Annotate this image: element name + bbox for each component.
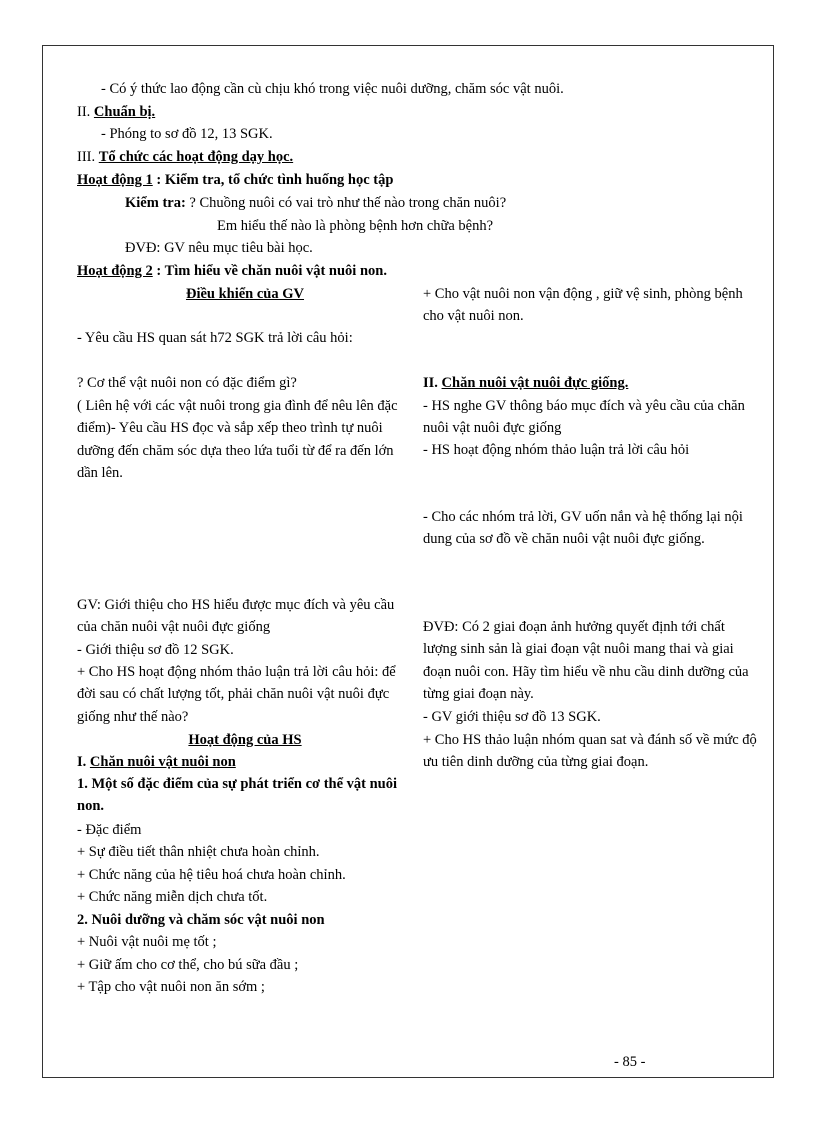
activity-2-heading bbox=[77, 260, 387, 282]
characteristic-1: + Sự điều tiết thân nhiệt chưa hoàn chỉnh. bbox=[77, 844, 320, 860]
section-i-number: I. bbox=[77, 754, 87, 770]
section-i-heading bbox=[77, 751, 236, 773]
student-group-work: - HS hoạt động nhóm thảo luận trả lời câu hỏi bbox=[423, 442, 690, 458]
section-i-title: Chăn nuôi vật nuôi non bbox=[89, 754, 236, 770]
teacher-instruction-1: - Yêu cầu HS quan sát h72 SGK trả lời câu hỏi: bbox=[77, 330, 353, 346]
teacher-diagram-13: - GV giới thiệu sơ đồ 13 SGK. bbox=[423, 709, 601, 725]
section-iii-number: III. bbox=[77, 149, 96, 165]
care-item-1: + Nuôi vật nuôi mẹ tốt ; bbox=[77, 934, 217, 950]
section-iii-heading bbox=[77, 146, 293, 168]
teacher-instruction-2: ( Liên hệ với các vật nuôi trong gia đình để nêu lên đặc điểm)- Yêu cầu HS đọc và sắp xếp theo trình tự nuôi dưỡng đến chăm sóc dựa theo lứa tuổi từ để ra đến lớn dần lên. bbox=[77, 398, 398, 481]
section-ii-breeding-title: Chăn nuôi vật nuôi đực giống. bbox=[441, 375, 629, 391]
preparation-line: - Phóng to sơ đồ 12, 13 SGK. bbox=[101, 126, 273, 142]
section-ii-title: Chuẩn bị. bbox=[93, 104, 156, 120]
activity-1-heading bbox=[77, 169, 393, 191]
student-listen: - HS nghe GV thông báo mục đích và yêu cầu của chăn nuôi vật nuôi đực giống bbox=[423, 398, 745, 437]
check-label: Kiểm tra: bbox=[125, 195, 186, 211]
activity-1-label: Hoạt động 1 bbox=[77, 172, 153, 188]
problem-statement-2: ĐVĐ: Có 2 giai đoạn ảnh hưởng quyết định tới chất lượng sinh sản là giai đoạn vật nuôi mang thai và giai đoạn nuôi con. Hãy tìm hiểu về nhu cầu dinh dưỡng của từng giai đoạn này. bbox=[423, 619, 749, 702]
teacher-column-heading: Điều khiển của GV bbox=[185, 286, 305, 302]
teacher-diagram-12: - Giới thiệu sơ đồ 12 SGK. bbox=[77, 642, 234, 658]
activity-2-text: : Tìm hiểu về chăn nuôi vật nuôi non. bbox=[152, 263, 387, 279]
check-question-2: Em hiểu thế nào là phòng bệnh hơn chữa bệnh? bbox=[217, 218, 494, 234]
care-item-2: + Giữ ấm cho cơ thể, cho bú sữa đầu ; bbox=[77, 957, 299, 973]
student-priority-discussion: + Cho HS thảo luận nhóm quan sat và đánh số về mức độ ưu tiên dinh dưỡng của từng giai đoạn. bbox=[423, 732, 757, 771]
subsection-2-title: 2. Nuôi dưỡng và chăm sóc vật nuôi non bbox=[77, 912, 325, 928]
teacher-question: ? Cơ thể vật nuôi non có đặc điểm gì? bbox=[77, 375, 297, 391]
student-care-item-4: + Cho vật nuôi non vận động , giữ vệ sinh, phòng bệnh cho vật nuôi non. bbox=[423, 286, 743, 325]
activity-2-label: Hoạt động 2 bbox=[77, 263, 153, 279]
objective-line: - Có ý thức lao động cần cù chịu khó trong việc nuôi dưỡng, chăm sóc vật nuôi. bbox=[101, 81, 564, 97]
section-iii-title: Tổ chức các hoạt động dạy học. bbox=[98, 149, 294, 165]
problem-statement-1: ĐVĐ: GV nêu mục tiêu bài học. bbox=[125, 240, 313, 256]
check-question-1-text: ? Chuồng nuôi có vai trò như thế nào trong chăn nuôi? bbox=[185, 195, 507, 211]
groups-answer: - Cho các nhóm trả lời, GV uốn nắn và hệ thống lại nội dung của sơ đồ về chăn nuôi vật nuôi đực giống. bbox=[423, 509, 743, 548]
section-ii-number: II. bbox=[77, 104, 91, 120]
characteristic-3: + Chức năng miễn dịch chưa tốt. bbox=[77, 889, 268, 905]
check-question-1 bbox=[125, 192, 506, 214]
section-ii-breeding-heading bbox=[423, 372, 628, 394]
section-ii-breeding-number: II. bbox=[423, 375, 438, 391]
student-column-heading: Hoạt động của HS bbox=[188, 732, 302, 748]
characteristics-label: - Đặc điểm bbox=[77, 822, 142, 838]
subsection-1-title: 1. Một số đặc điểm của sự phát triển cơ thể vật nuôi non. bbox=[77, 776, 398, 815]
page-number: - 85 - bbox=[614, 1054, 646, 1070]
care-item-3: + Tập cho vật nuôi non ăn sớm ; bbox=[77, 979, 265, 995]
section-ii-heading bbox=[77, 101, 155, 123]
teacher-group-discussion: + Cho HS hoạt động nhóm thảo luận trả lời câu hỏi: để đời sau có chất lượng tốt, phải chăn nuôi vật nuôi đực giống như thế nào? bbox=[77, 664, 396, 725]
teacher-intro-breeding: GV: Giới thiệu cho HS hiểu được mục đích và yêu cầu của chăn nuôi vật nuôi đực giống bbox=[77, 597, 395, 636]
activity-1-text: : Kiểm tra, tổ chức tình huống học tập bbox=[152, 172, 394, 188]
characteristic-2: + Chức năng của hệ tiêu hoá chưa hoàn chỉnh. bbox=[77, 867, 346, 883]
